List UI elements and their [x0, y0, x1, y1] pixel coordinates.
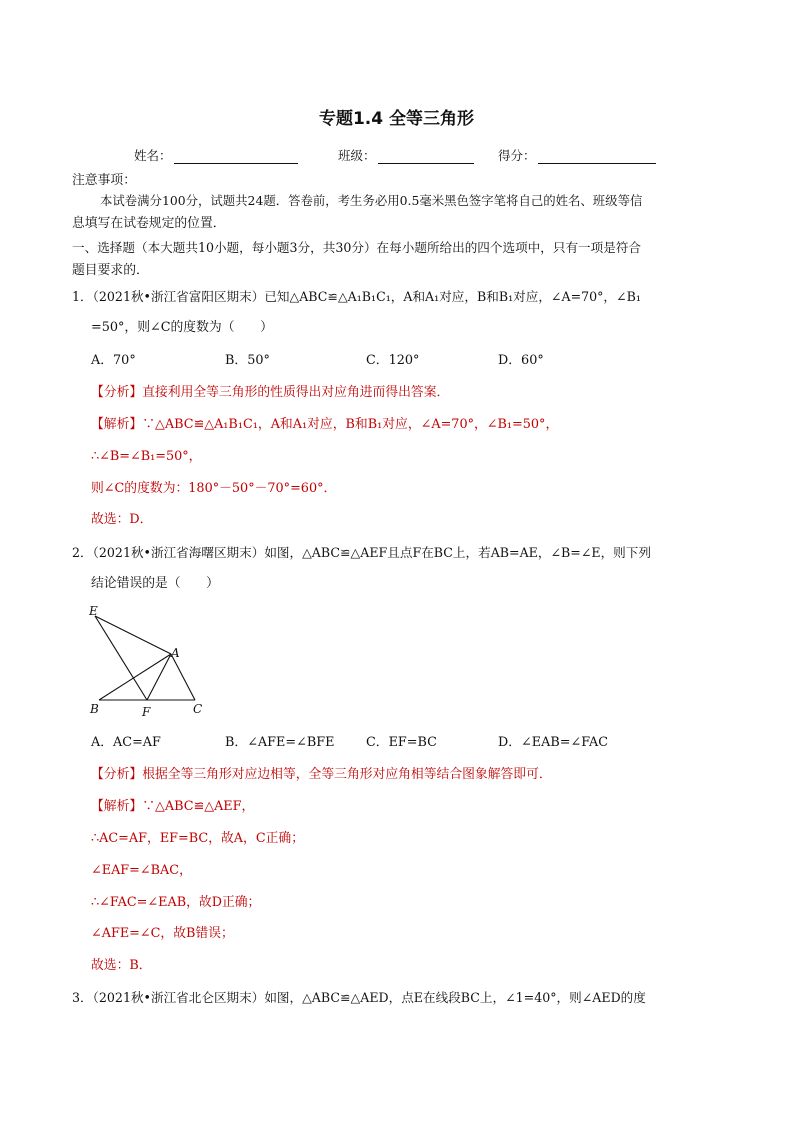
q1-option-d[interactable]: D．60° — [498, 353, 544, 368]
q2-stem-line-2: 结论错误的是（ ） — [91, 576, 219, 591]
page-title: 专题1.4 全等三角形 — [318, 109, 475, 129]
q1-option-b[interactable]: B．50° — [225, 353, 270, 368]
q1-stem-line-2: =50°，则∠C的度数为（ ） — [91, 320, 273, 335]
label-c: C — [193, 702, 203, 716]
notice-heading: 注意事项： — [72, 173, 136, 188]
q1-option-a[interactable]: A．70° — [91, 353, 136, 368]
q2-option-d[interactable]: D．∠EAB=∠FAC — [498, 735, 609, 750]
label-b: B — [90, 702, 99, 716]
q2-stem-line-1: 2．（2021秋•浙江省海曙区期末）如图，△ABC≌△AEF且点F在BC上，若AB=AE，∠B=∠E，则下列 — [72, 545, 651, 560]
q1-answer: 故选：D． — [91, 512, 153, 527]
q1-solution-1: 【解析】∵△ABC≌△A₁B₁C₁，A和A₁对应，B和B₁对应，∠A=70°，∠B₁=50°， — [91, 417, 559, 432]
notice-line-2: 息填写在试卷规定的位置． — [72, 216, 226, 231]
score-field[interactable]: 得分： — [498, 146, 656, 164]
q2-option-c[interactable]: C．EF=BC — [366, 735, 437, 750]
q2-solution-1: 【解析】∵△ABC≌△AEF， — [91, 799, 255, 814]
notice-line-1: 本试卷满分100分，试题共24题．答卷前，考生务必用0.5毫米黑色签字笔将自己的姓名、班级等信 — [100, 193, 643, 208]
q2-analysis: 【分析】根据全等三角形对应边相等，全等三角形对应角相等结合图象解答即可． — [91, 767, 552, 782]
segment-ba — [99, 654, 171, 700]
label-e: E — [89, 604, 98, 618]
segment-ac — [171, 654, 195, 700]
label-f: F — [142, 705, 151, 719]
section-line-1: 一、选择题（本大题共10小题，每小题3分，共30分）在每小题所给出的四个选项中，只有一项是符合 — [72, 240, 642, 255]
q2-solution-3: ∠EAF=∠BAC， — [91, 863, 192, 878]
class-field[interactable]: 班级： — [338, 146, 474, 164]
q2-option-b[interactable]: B．∠AFE=∠BFE — [225, 735, 335, 750]
q2-triangle-figure — [84, 600, 224, 722]
q1-solution-3: 则∠C的度数为：180°－50°－70°=60°． — [91, 481, 337, 496]
q1-stem-line-1: 1．（2021秋•浙江省富阳区期末）已知△ABC≌△A₁B₁C₁，A和A₁对应，B和B₁对应，∠A=70°，∠B₁ — [72, 289, 641, 304]
q3-stem-line-1: 3．（2021秋•浙江省北仑区期末）如图，△ABC≌△AED，点E在线段BC上，∠1=40°，则∠AED的度 — [72, 990, 646, 1005]
q2-answer: 故选：B． — [91, 958, 152, 973]
label-a: A — [171, 646, 180, 660]
q2-solution-4: ∴∠FAC=∠EAB，故D正确； — [91, 895, 261, 910]
q1-analysis: 【分析】直接利用全等三角形的性质得出对应角进而得出答案． — [91, 385, 450, 400]
q2-solution-2: ∴AC=AF，EF=BC，故A，C正确； — [91, 831, 305, 846]
name-field[interactable]: 姓名： — [134, 146, 298, 164]
q2-option-a[interactable]: A．AC=AF — [91, 735, 161, 750]
q1-option-c[interactable]: C．120° — [366, 353, 420, 368]
q2-solution-5: ∠AFE=∠C，故B错误； — [91, 926, 234, 941]
q1-solution-2: ∴∠B=∠B₁=50°， — [91, 449, 202, 464]
section-line-2: 题目要求的． — [72, 263, 149, 278]
segment-fa — [147, 654, 171, 700]
